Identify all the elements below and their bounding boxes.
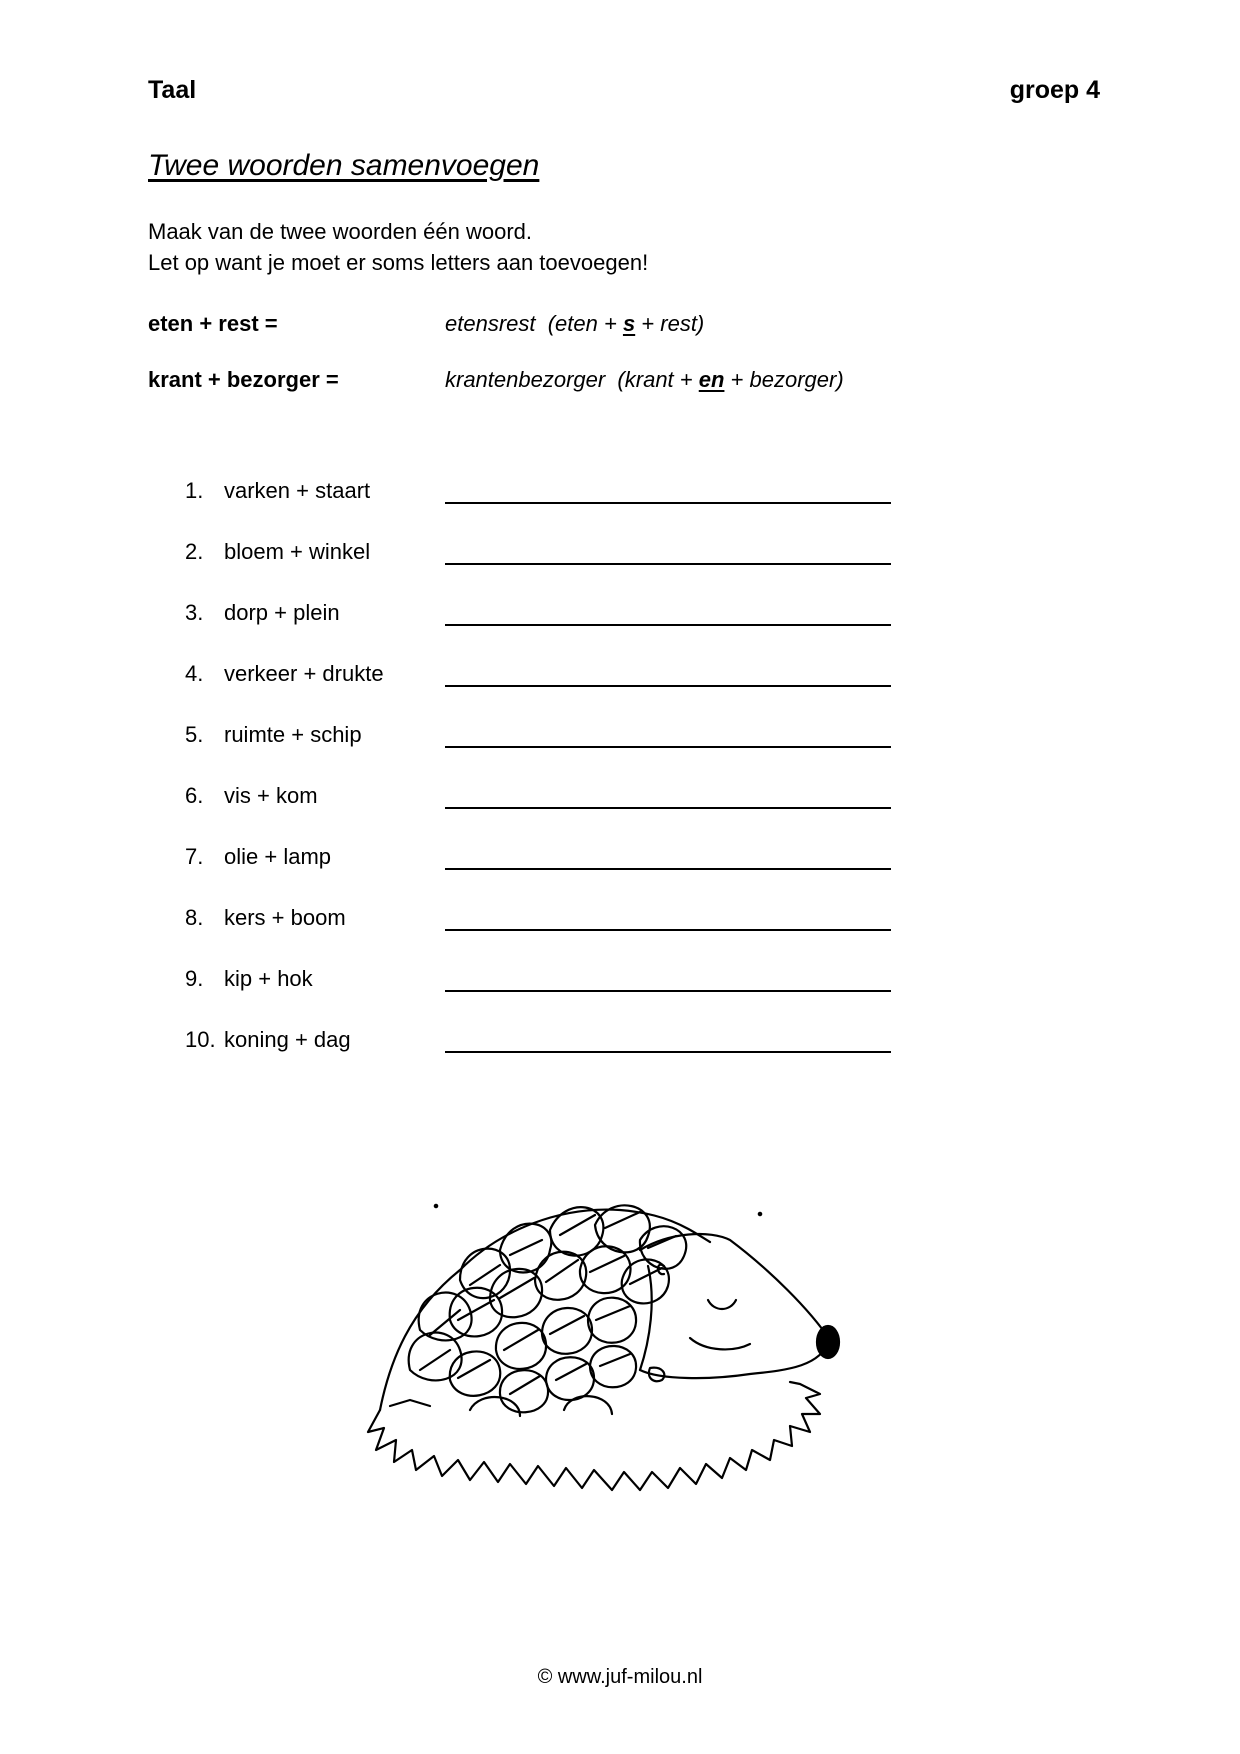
exercise-item xyxy=(0,783,1240,823)
example-2-answer-pre: krantenbezorger (krant + xyxy=(445,367,699,392)
answer-line[interactable] xyxy=(445,1051,891,1053)
answer-line[interactable] xyxy=(445,929,891,931)
exercise-words: kers + boom xyxy=(224,905,346,930)
exercise-item xyxy=(0,478,1240,518)
exercise-item xyxy=(0,539,1240,579)
answer-line[interactable] xyxy=(445,563,891,565)
answer-line[interactable] xyxy=(445,685,891,687)
exercise-words: vis + kom xyxy=(224,783,318,808)
exercise-number: 3. xyxy=(185,600,204,625)
exercise-item xyxy=(0,600,1240,640)
exercise-number: 6. xyxy=(185,783,204,808)
exercise-number: 7. xyxy=(185,844,204,869)
grade-label: groep 4 xyxy=(1009,76,1100,104)
exercise-item xyxy=(0,722,1240,762)
example-2-prompt: krant + bezorger = xyxy=(148,367,339,392)
exercise-number: 9. xyxy=(185,966,204,991)
example-1-prompt: eten + rest = xyxy=(148,311,278,336)
answer-line[interactable] xyxy=(445,624,891,626)
example-1-answer-mark: s xyxy=(622,311,636,336)
exercise-words: dorp + plein xyxy=(224,600,340,625)
exercise-item xyxy=(0,905,1240,945)
worksheet-title: Twee woorden samenvoegen xyxy=(148,149,540,182)
footer-copyright: © www.juf-milou.nl xyxy=(537,1666,703,1688)
answer-line[interactable] xyxy=(445,807,891,809)
exercise-words: olie + lamp xyxy=(224,844,332,869)
hedgehog-illustration xyxy=(350,1170,870,1500)
exercise-item xyxy=(0,1027,1240,1067)
exercise-item xyxy=(0,844,1240,884)
exercise-words: varken + staart xyxy=(224,478,371,503)
instruction-line-2: Let op want je moet er soms letters aan toevoegen! xyxy=(148,250,649,275)
instruction-line-1: Maak van de twee woorden één woord. xyxy=(148,219,533,244)
example-2-answer-mark: en xyxy=(698,367,725,392)
answer-line[interactable] xyxy=(445,746,891,748)
answer-line[interactable] xyxy=(445,868,891,870)
exercise-item xyxy=(0,966,1240,1006)
exercise-item xyxy=(0,661,1240,701)
hedgehog-head-shape xyxy=(640,1234,830,1378)
exercise-number: 10. xyxy=(185,1027,216,1052)
grass-mat-shape xyxy=(368,1382,820,1490)
exercise-number: 2. xyxy=(185,539,204,564)
example-2-answer xyxy=(445,367,844,393)
example-1-answer-post: + rest) xyxy=(635,311,705,336)
exercise-words: koning + dag xyxy=(224,1027,351,1052)
exercise-number: 5. xyxy=(185,722,204,747)
hedgehog-nose-shape xyxy=(817,1326,839,1358)
exercise-words: bloem + winkel xyxy=(224,539,371,564)
example-1-answer-pre: etensrest (eten + xyxy=(445,311,623,336)
example-1-answer xyxy=(445,311,704,337)
answer-line[interactable] xyxy=(445,990,891,992)
subject-label: Taal xyxy=(148,76,197,104)
exercise-words: kip + hok xyxy=(224,966,313,991)
exercise-number: 1. xyxy=(185,478,204,503)
exercise-words: ruimte + schip xyxy=(224,722,362,747)
answer-line[interactable] xyxy=(445,502,891,504)
exercise-words: verkeer + drukte xyxy=(224,661,384,686)
example-2-answer-post: + bezorger) xyxy=(724,367,844,392)
exercise-number: 8. xyxy=(185,905,204,930)
exercise-number: 4. xyxy=(185,661,204,686)
